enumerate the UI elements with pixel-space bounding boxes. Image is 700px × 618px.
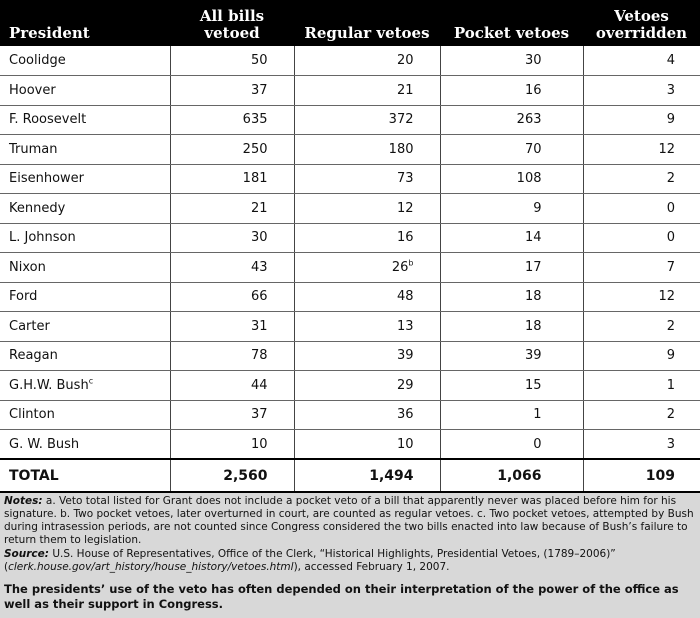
pocket-vetoes-cell: 17	[440, 253, 583, 283]
table-row	[0, 400, 700, 430]
overridden-cell: 1	[583, 371, 700, 401]
pocket-vetoes-cell: 14	[440, 223, 583, 253]
table-row	[0, 223, 700, 253]
notes-label: Notes:	[4, 495, 43, 507]
regular-vetoes-cell: 29	[294, 371, 440, 401]
regular-vetoes-cell: 13	[294, 312, 440, 342]
president-cell: L. Johnson	[0, 223, 170, 253]
overridden-cell: 3	[583, 76, 700, 106]
regular-vetoes-cell: 12	[294, 194, 440, 224]
header-all-bills: All bills vetoed	[170, 0, 294, 46]
table-row	[0, 194, 700, 224]
president-cell: Truman	[0, 135, 170, 165]
overridden-cell: 4	[583, 46, 700, 76]
pocket-vetoes-cell: 18	[440, 312, 583, 342]
footnote-marker: c	[88, 376, 94, 386]
regular-vetoes-cell: 26$^b$	[294, 253, 440, 283]
header-vetoes-overridden: Vetoes overridden	[583, 0, 700, 46]
total-row	[0, 459, 700, 492]
pocket-vetoes-cell: 16	[440, 76, 583, 106]
overridden-cell: 0	[583, 194, 700, 224]
source-text-2: ), accessed February 1, 2007.	[293, 561, 450, 573]
all-bills-cell: 31	[170, 312, 294, 342]
overridden-cell: 7	[583, 253, 700, 283]
overridden-cell: 12	[583, 135, 700, 165]
all-bills-cell: 44	[170, 371, 294, 401]
regular-vetoes-cell: 48	[294, 282, 440, 312]
pocket-vetoes-cell: 108	[440, 164, 583, 194]
pocket-vetoes-cell: 30	[440, 46, 583, 76]
source-text-1: U.S. House of Representatives, Office of the Clerk, “Historical Highlights, Presidential Vetoes, (1789–2006)” (	[4, 548, 616, 573]
figure-caption: The presidents’ use of the veto has often depended on their interpretation of the power of the office as well as their support in Congress.	[4, 582, 679, 611]
president-cell: Carter	[0, 312, 170, 342]
pocket-vetoes-cell: 263	[440, 105, 583, 135]
president-cell: G. W. Bush	[0, 430, 170, 460]
overridden-cell: 0	[583, 223, 700, 253]
table-row	[0, 341, 700, 371]
regular-vetoes-cell: 21	[294, 76, 440, 106]
all-bills-cell: 181	[170, 164, 294, 194]
overridden-cell: 12	[583, 282, 700, 312]
president-cell: Kennedy	[0, 194, 170, 224]
table-row	[0, 371, 700, 401]
header-pocket-vetoes: Pocket vetoes	[440, 0, 583, 46]
regular-vetoes-cell: 16	[294, 223, 440, 253]
source-label: Source:	[4, 548, 49, 560]
president-cell: Coolidge	[0, 46, 170, 76]
table-row	[0, 312, 700, 342]
all-bills-cell: 78	[170, 341, 294, 371]
pocket-vetoes-cell: 39	[440, 341, 583, 371]
regular-vetoes-cell: 10	[294, 430, 440, 460]
table-row	[0, 76, 700, 106]
total-overridden: 109	[583, 459, 700, 492]
overridden-cell: 2	[583, 400, 700, 430]
regular-vetoes-cell: 180	[294, 135, 440, 165]
pocket-vetoes-cell: 0	[440, 430, 583, 460]
header-regular-vetoes: Regular vetoes	[294, 0, 440, 46]
table-row	[0, 430, 700, 460]
all-bills-cell: 37	[170, 76, 294, 106]
pocket-vetoes-cell: 18	[440, 282, 583, 312]
total-regular: 1,494	[294, 459, 440, 492]
table-body	[0, 46, 700, 459]
overridden-cell: 2	[583, 312, 700, 342]
all-bills-cell: 635	[170, 105, 294, 135]
table-row	[0, 135, 700, 165]
table-header	[0, 0, 700, 46]
all-bills-cell: 37	[170, 400, 294, 430]
overridden-cell: 3	[583, 430, 700, 460]
all-bills-cell: 250	[170, 135, 294, 165]
pocket-vetoes-cell: 1	[440, 400, 583, 430]
table-row	[0, 282, 700, 312]
overridden-cell: 2	[583, 164, 700, 194]
source-url: clerk.house.gov/art_history/house_history/vetoes.html	[8, 561, 294, 573]
president-cell: Clinton	[0, 400, 170, 430]
all-bills-cell: 21	[170, 194, 294, 224]
source-paragraph	[4, 548, 696, 574]
president-cell: F. Roosevelt	[0, 105, 170, 135]
president-cell: Eisenhower	[0, 164, 170, 194]
president-cell: G.H.W. Bush$^c$	[0, 371, 170, 401]
total-all-bills: 2,560	[170, 459, 294, 492]
all-bills-cell: 30	[170, 223, 294, 253]
all-bills-cell: 10	[170, 430, 294, 460]
president-cell: Hoover	[0, 76, 170, 106]
total-label: TOTAL	[0, 459, 170, 492]
regular-vetoes-cell: 73	[294, 164, 440, 194]
all-bills-cell: 66	[170, 282, 294, 312]
header-president: President	[0, 0, 170, 46]
president-cell: Ford	[0, 282, 170, 312]
notes-paragraph	[4, 495, 696, 547]
total-pocket: 1,066	[440, 459, 583, 492]
table-notes	[4, 495, 696, 574]
notes-text: a. Veto total listed for Grant does not include a pocket veto of a bill that apparently never was placed before him for his signature. b. Two pocket vetoes, later overturned in court, are counted as regular vetoes. c. Two pocket vetoes, attempted by Bush during intrasession periods, are not counted since Congress considered the two bills enacted into law because of Bush’s failure to return them to legislation.	[4, 495, 694, 546]
president-cell: Reagan	[0, 341, 170, 371]
overridden-cell: 9	[583, 105, 700, 135]
pocket-vetoes-cell: 15	[440, 371, 583, 401]
footnote-marker: b	[408, 258, 414, 268]
table-row	[0, 46, 700, 76]
regular-vetoes-cell: 39	[294, 341, 440, 371]
all-bills-cell: 50	[170, 46, 294, 76]
table-row	[0, 105, 700, 135]
president-cell: Nixon	[0, 253, 170, 283]
regular-vetoes-cell: 20	[294, 46, 440, 76]
pocket-vetoes-cell: 70	[440, 135, 583, 165]
regular-vetoes-cell: 372	[294, 105, 440, 135]
table-footer	[0, 459, 700, 492]
overridden-cell: 9	[583, 341, 700, 371]
all-bills-cell: 43	[170, 253, 294, 283]
pocket-vetoes-cell: 9	[440, 194, 583, 224]
regular-vetoes-cell: 36	[294, 400, 440, 430]
table-row	[0, 253, 700, 283]
table-row	[0, 164, 700, 194]
